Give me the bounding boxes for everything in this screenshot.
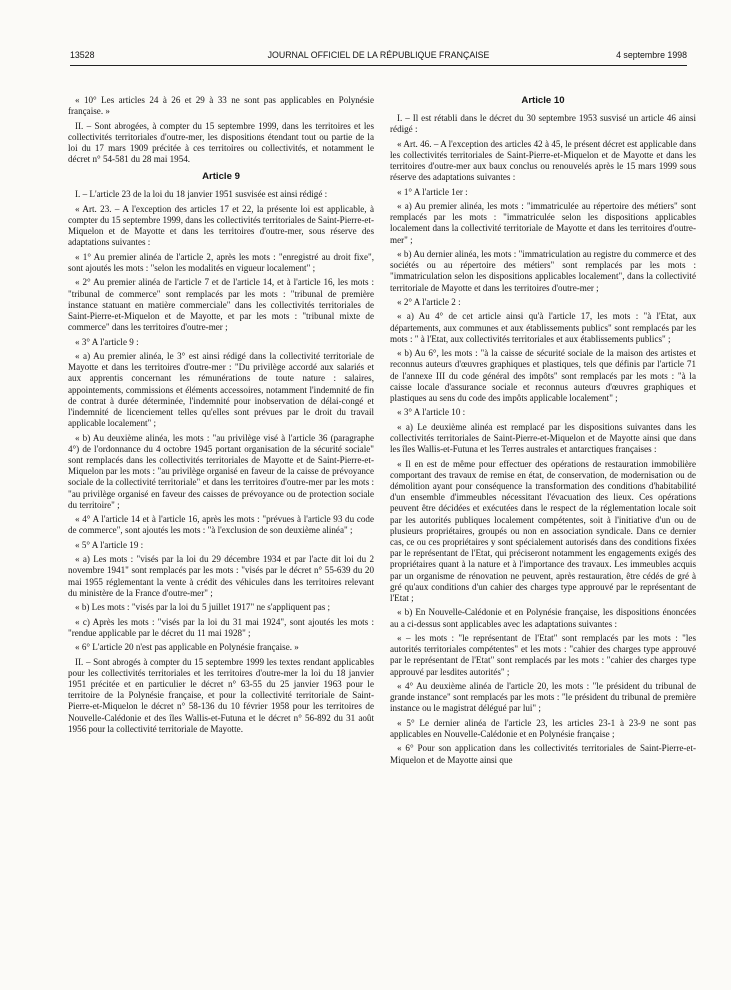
issue-date: 4 septembre 1998 — [616, 50, 687, 60]
paragraph: I. – L'article 23 de la loi du 18 janvier 1951 susvisée est ainsi rédigé : — [75, 189, 328, 200]
article-heading: Article 9 — [202, 171, 240, 183]
paragraph: « 5° Le dernier alinéa de l'article 23, les articles 23-1 à 23-9 ne sont pas applicables en Nouvelle-Calédonie et en Polynésie française ; — [390, 717, 696, 739]
paragraph: « c) Après les mots : "visés par la loi du 31 mai 1924", sont ajoutés les mots : "rendue applicable par le décret du 11 mai 1928" ; — [68, 616, 374, 638]
paragraph: « Art. 23. – A l'exception des articles 17 et 22, la présente loi est applicable, à compter du 15 septembre 1999, dans les collectivités territoriales de Saint-Pierre-et-Miquelon et de Mayotte et dans les territoires d'outre-mer, sous réserve des adaptations suivantes : — [68, 203, 374, 248]
paragraph: II. – Sont abrogés à compter du 15 septembre 1999 les textes rendant applicables pour les collectivités territoriales et les territoires d'outre-mer la loi du 18 janvier 1951 précitée et en particulier le décret n° 63-55 du 25 janvier 1963 pour le territoire de la Polynésie française, et pour la collectivité territoriale de Saint-Pierre-et-Miquelon le décret n° 58-136 du 10 février 1958 pour les territoires de Nouvelle-Calédonie et des îles Wallis-et-Futuna et le décret n° 56-892 du 31 août 1956 pour la collectivité territoriale de Mayotte. — [68, 656, 374, 734]
paragraph: « Art. 46. – A l'exception des articles 42 à 45, le présent décret est applicable dans les collectivités territoriales de Saint-Pierre-et-Miquelon et de Mayotte et dans les territoires d'outre-mer aux baux conclus ou renouvelés après le 15 mars 1999 sous réserve des adaptations suivantes : — [390, 138, 696, 183]
left-column — [68, 95, 374, 738]
paragraph: « 6° Pour son application dans les collectivités territoriales de Saint-Pierre-et-Miquelon et de Mayotte ainsi que — [390, 743, 696, 765]
paragraph: « b) Les mots : "visés par la loi du 5 juillet 1917" ne s'appliquent pas ; — [75, 602, 331, 613]
paragraph: « b) Au deuxième alinéa, les mots : "au privilège visé à l'article 36 (paragraphe 4°) de l'ordonnance du 4 octobre 1945 portant organisation de la sécurité sociale" sont remplacés dans les collectivités territoriales de Mayotte et de Saint-Pierre-et-Miquelon par les mots : "au privilège organisé en faveur de la caisse de prévoyance sociale de la collectivité territoriale" et dans les territoires d'outre-mer par les mots : "au privilège organisé en faveur des caisses de prévoyance ou de protection sociale du territoire" ; — [68, 432, 374, 510]
page-number: 13528 — [70, 50, 95, 60]
paragraph: « 10° Les articles 24 à 26 et 29 à 33 ne sont pas applicables en Polynésie française. » — [68, 95, 374, 117]
paragraph: « 1° Au premier alinéa de l'article 2, après les mots : "enregistré au droit fixe", sont ajoutés les mots : "selon les modalités en vigueur localement" ; — [68, 251, 374, 273]
paragraph: « 3° A l'article 10 : — [397, 407, 466, 418]
paragraph: « a) Les mots : "visés par la loi du 29 décembre 1934 et par l'acte dit loi du 2 novembre 1941" sont remplacés par les mots : "visés par le décret n° 55-639 du 20 mai 1955 réglementant la vente à crédit des véhicules dans les territoires relevant du ministère de la France d'outre-mer" ; — [68, 554, 374, 598]
paragraph: « 2° A l'article 2 : — [397, 296, 461, 307]
paragraph: « b) En Nouvelle-Calédonie et en Polynésie française, les dispositions énoncées au a ci-dessus sont applicables avec les adaptations suivantes : — [390, 607, 696, 629]
article-heading: Article 10 — [521, 95, 565, 106]
right-column — [390, 95, 696, 769]
journal-title: JOURNAL OFFICIEL DE LA RÉPUBLIQUE FRANÇAISE — [267, 50, 490, 60]
paragraph: « a) Au 4° de cet article ainsi qu'à l'article 17, les mots : "à l'Etat, aux départements, aux communes et aux établissements publics" sont remplacés par les mots : " à l'Etat, aux collectivités territoriales et aux établissements publics" ; — [390, 311, 696, 344]
running-head — [70, 50, 687, 64]
paragraph: II. – Sont abrogées, à compter du 15 septembre 1999, dans les territoires et les collectivités territoriales d'outre-mer, les dispositions étendant tout ou partie de la loi du 17 mars 1909 précitée à ces territoires ou collectivités, et notamment le décret n° 54-581 du 28 mai 1954. — [68, 120, 374, 165]
paragraph: « a) Au premier alinéa, les mots : "immatriculée au répertoire des métiers" sont remplacés par les mots : "immatriculée selon les dispositions applicables localement dans la collectivité territoriale de Mayotte et dans les territoires d'outre-mer" ; — [390, 200, 696, 245]
paragraph: I. – Il est rétabli dans le décret du 30 septembre 1953 susvisé un article 46 ainsi rédigé : — [390, 113, 696, 135]
paragraph: « b) Au 6°, les mots : "à la caisse de sécurité sociale de la maison des artistes et reconnus auteurs d'œuvres graphiques et plastiques, tels que définis par l'article 71 de l'annexe III du code général des impôts" sont remplacés par les mots : "à la caisse locale d'assurance sociale et reconnus auteurs d'œuvres graphiques et plastiques au sens du code des impôts applicable localement" ; — [390, 348, 696, 403]
paragraph: « 4° Au deuxième alinéa de l'article 20, les mots : "le président du tribunal de grande instance" sont remplacés par les mots : "le président du tribunal de première instance ou le magistrat délégué par lui" ; — [390, 680, 696, 714]
paragraph: « 5° A l'article 19 : — [75, 539, 144, 550]
paragraph: « 4° A l'article 14 et à l'article 16, après les mots : "prévues à l'article 93 du code de commerce", sont ajoutés les mots : "à l'exclusion de son deuxième alinéa" ; — [68, 514, 374, 536]
header-rule — [70, 65, 687, 66]
paragraph: « 2° Au premier alinéa de l'article 7 et de l'article 14, et à l'article 16, les mots : "tribunal de commerce" sont remplacés par les mots : "tribunal de première instance statuant en matière commerciale" dans les collectivités territoriales de Saint-Pierre-et-Miquelon et de Mayotte, et par les mots : "tribunal mixte de commerce" dans les territoires d'outre-mer ; — [68, 277, 374, 333]
paragraph: « 3° A l'article 9 : — [75, 336, 139, 347]
paragraph: « b) Au dernier alinéa, les mots : "immatriculation au registre du commerce et des sociétés ou au répertoire des métiers" sont remplacés par les mots : "immatriculation selon les dispositions applicables localement", dans la collectivité territoriale de Mayotte et dans les territoires d'outre-mer ; — [390, 248, 696, 293]
paragraph: « Il en est de même pour effectuer des opérations de restauration immobilière comportant des travaux de remise en état, de conservation, de modernisation ou de démolition ayant pour conséquence la transformation des conditions d'habitabilité d'un ensemble d'immeubles nécessitant l'évacuation des lieux. Ces opérations peuvent être décidées et exécutées dans le respect de la réglementation locale soit par les autorités publiques localement compétentes, soit à l'initiative d'un ou de plusieurs propriétaires, groupés ou non en association syndicale. Dans ce dernier cas, ce ou ces propriétaires y sont spécialement autorisés dans des conditions fixées par le représentant de l'Etat, qui préciseront notamment les engagements exigés des propriétaires quant à la nature et à l'importance des travaux. Les immeubles acquis par un organisme de rénovation ne peuvent, après restauration, être cédés de gré à gré qu'aux conditions d'un cahier des charges type approuvé par le représentant de l'Etat ; — [390, 458, 696, 603]
paragraph: « – les mots : "le représentant de l'Etat" sont remplacés par les mots : "les autorités territoriales compétentes" et les mots : "cahier des charges type approuvé par le représentant de l'Etat" sont remplacés par les mots : "cahier des charges type approuvé par lesdites autorités" ; — [390, 632, 696, 677]
paragraph: « a) Au premier alinéa, le 3° est ainsi rédigé dans la collectivité territoriale de Mayotte et dans les territoires d'outre-mer : "Du privilège accordé aux salariés et aux apprentis concernant les rémunérations de toute nature : salaires, appointements, commissions et éléments accessoires, notamment l'indemnité de fin de contrat à durée déterminée, l'indemnité pour inobservation de délai-congé et l'indemnité de licenciement telles qu'elles sont prévues par le droit du travail applicable localement" ; — [68, 350, 374, 429]
paragraph: « a) Le deuxième alinéa est remplacé par les dispositions suivantes dans les collectivités territoriales de Saint-Pierre-et-Miquelon et de Mayotte ainsi que dans les îles Wallis-et-Futuna et les Terres australes et antarctiques françaises : — [390, 421, 696, 455]
paragraph: « 1° A l'article 1er : — [397, 186, 468, 197]
paragraph: « 6° L'article 20 n'est pas applicable en Polynésie française. » — [75, 642, 299, 653]
